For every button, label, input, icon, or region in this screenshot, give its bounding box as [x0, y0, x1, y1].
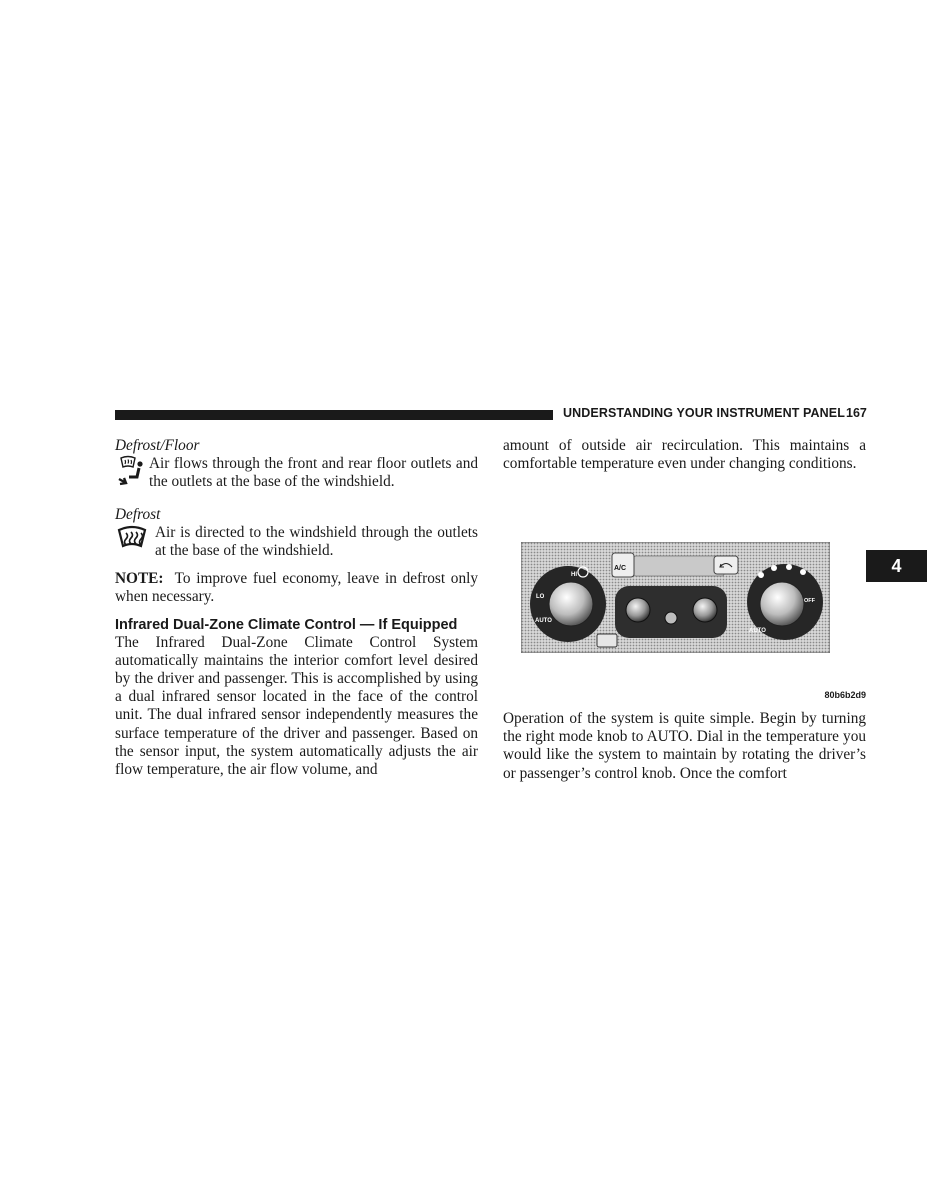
ac-label: A/C [614, 565, 627, 572]
off-label: OFF [804, 598, 815, 604]
defrost-text: Air is directed to the windshield through the outlets at the base of the windshield. [155, 523, 478, 560]
running-header: UNDERSTANDING YOUR INSTRUMENT PANEL [563, 406, 845, 420]
defrost-icon [115, 524, 155, 558]
recirculation-button[interactable] [714, 556, 738, 574]
note-label: NOTE: [115, 570, 164, 588]
hi-label: HI [571, 572, 577, 578]
section-heading: Infrared Dual-Zone Climate Control — If Equipped [115, 616, 458, 633]
header-rule [115, 410, 553, 420]
note-paragraph [115, 570, 478, 606]
mode-control-knob[interactable] [760, 582, 804, 626]
right-column-bottom [503, 710, 866, 783]
defrost-floor-paragraph [115, 455, 478, 491]
mode-indicator-4 [800, 569, 806, 575]
auto-label: AUTO [535, 618, 552, 624]
continuation-text: amount of outside air recirculation. This maintains a comfortable temperature even under changing conditions. [503, 437, 866, 473]
defrost-floor-text: Air flows through the front and rear floor outlets and the outlets at the base of the windshield. [149, 455, 478, 491]
center-sensor [665, 612, 677, 624]
page-number: 167 [846, 406, 867, 420]
left-temperature-knob[interactable] [626, 598, 650, 622]
mode-indicator-3 [786, 564, 792, 570]
section-body: The Infrared Dual-Zone Climate Control System automatically maintains the interior comfort level desired by the driver and passenger. This is accomplished by using a dual infrared sensor located in the face of the control unit. The dual infrared sensor independently measures the surface temperature of the driver and passenger. Based on the sensor input, the system automatically adjusts the air flow temperature, the air flow volume, and [115, 633, 478, 779]
right-temperature-knob[interactable] [693, 598, 717, 622]
note-text: To improve fuel economy, leave in defrost only when necessary. [115, 570, 478, 606]
mode-indicator-1 [758, 572, 764, 578]
rear-defrost-button[interactable] [597, 634, 617, 647]
mode-indicator-2 [771, 565, 777, 571]
chapter-tab: 4 [866, 550, 927, 582]
defrost-floor-icon [115, 455, 149, 489]
defrost-paragraph [115, 524, 478, 560]
lo-label: LO [536, 594, 545, 600]
figure-code: 80b6b2d9 [824, 690, 866, 700]
operation-text: Operation of the system is quite simple. Begin by turning the right mode knob to AUTO. Dial in the temperature you would like the system to maintain by rotating the driver’s or passenger’s control knob. Once the comfort [503, 710, 866, 782]
display-window [634, 556, 724, 576]
defrost-heading: Defrost [115, 505, 161, 523]
driver-control-knob[interactable] [549, 582, 593, 626]
left-column [115, 437, 478, 779]
right-column-top [503, 437, 866, 473]
climate-control-figure [521, 542, 830, 653]
defrost-floor-heading: Defrost/Floor [115, 437, 200, 454]
auto-mode-label: AUTO [749, 628, 766, 634]
